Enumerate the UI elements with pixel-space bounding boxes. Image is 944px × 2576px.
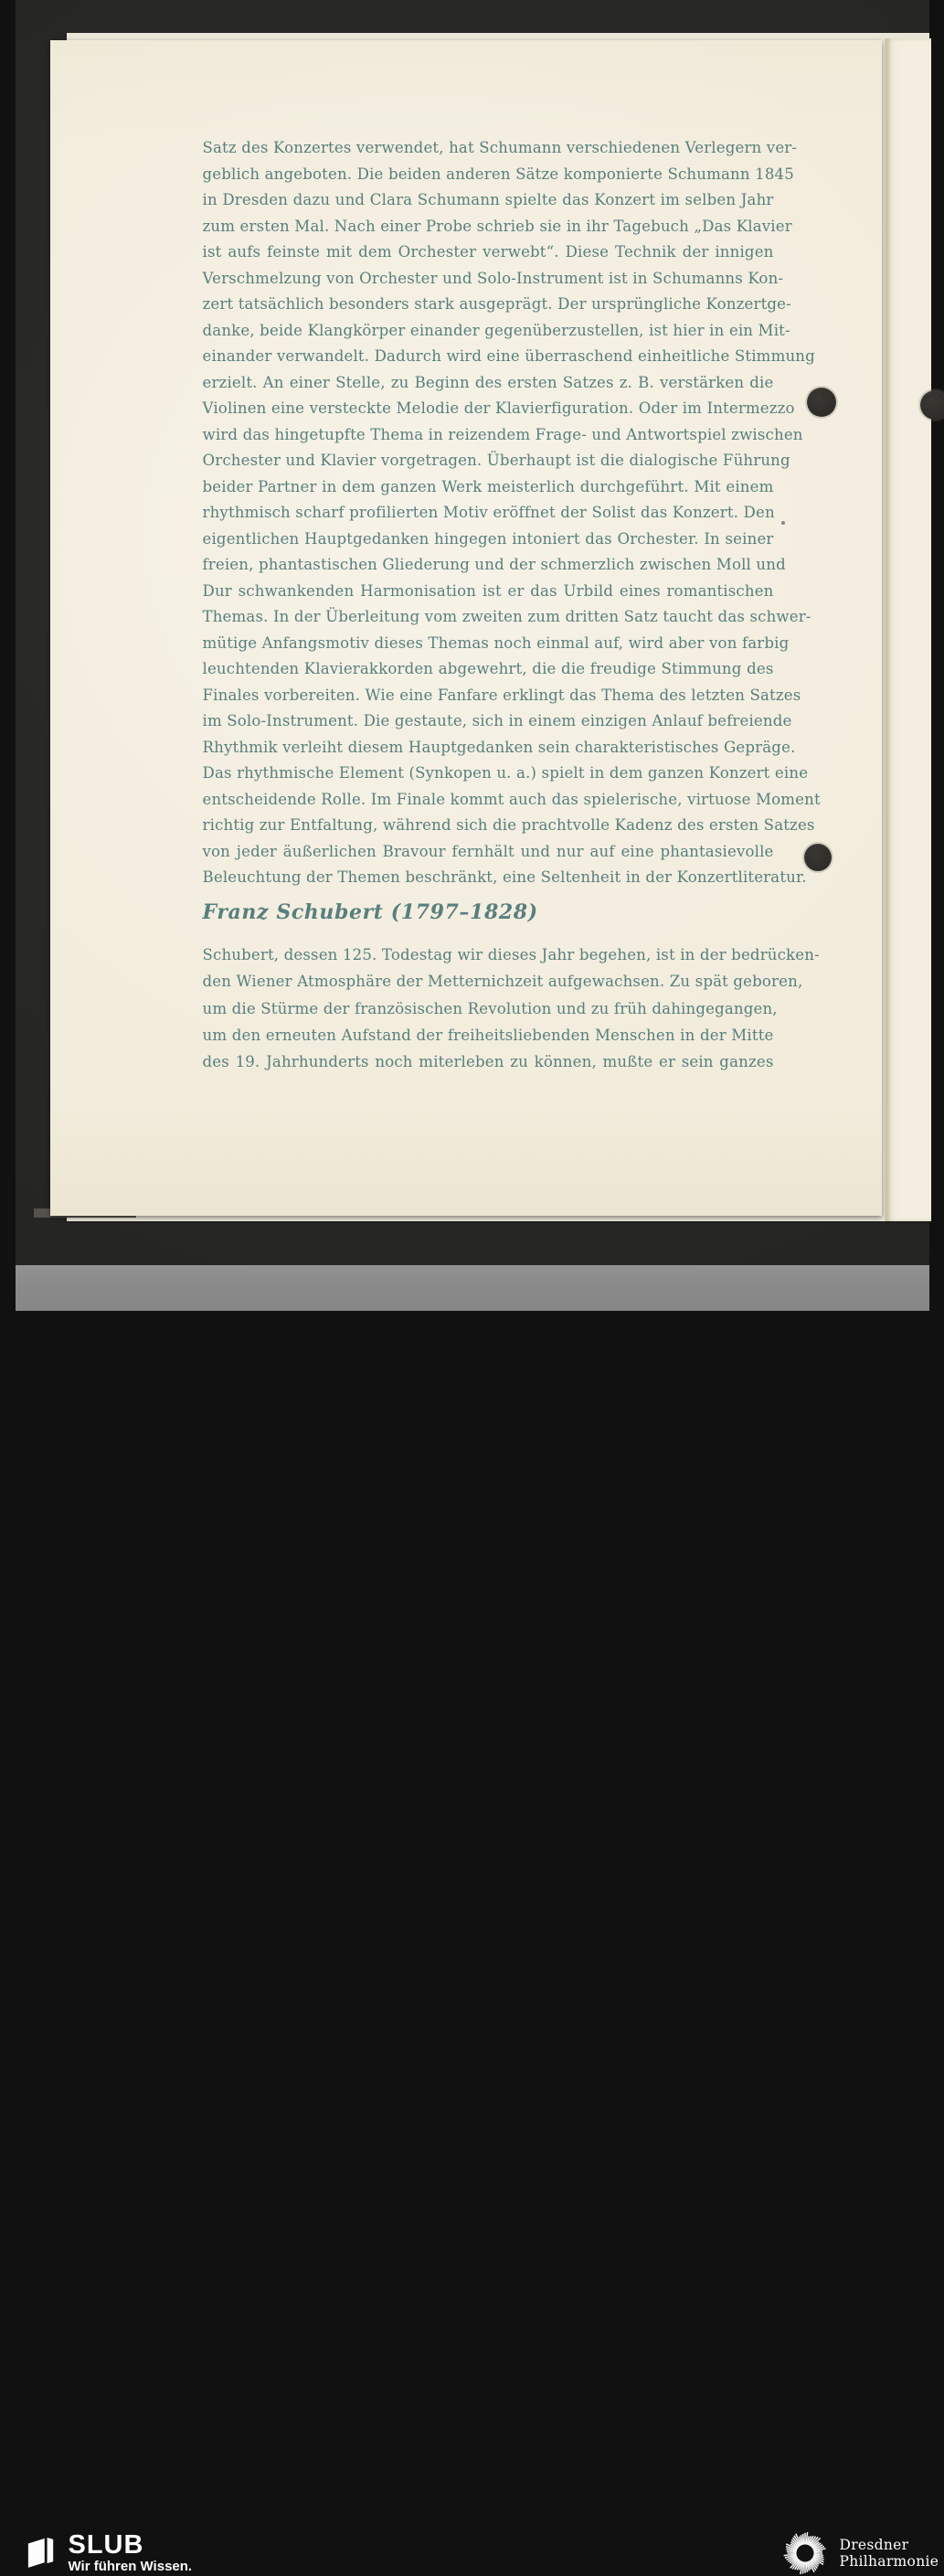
text-line: Beleuchtung der Themen beschränkt, eine Seltenheit in der Konzertliteratur. [203,865,774,891]
text-line: Orchester und Klavier vorgetragen. Überhaupt ist die dialogische Führung [203,448,774,474]
text-line: geblich angeboten. Die beiden anderen Sätze komponierte Schumann 1845 [203,162,774,188]
text-line: rhythmisch scharf profilierten Motiv eröffnet der Solist das Konzert. Den [203,500,774,527]
sunburst-icon [781,2530,829,2576]
text-line: von jeder äußerlichen Bravour fernhält und nur auf eine phantasievolle [203,839,774,866]
philharmonie-name [840,2537,939,2570]
text-line: einander verwandelt. Dadurch wird eine überraschend einheitliche Stimmung [203,344,774,370]
paragraph-schubert [203,942,774,1075]
text-line: in Dresden dazu und Clara Schumann spielte das Konzert im selben Jahr [203,187,774,214]
text-line: Violinen eine versteckte Melodie der Klavierfiguration. Oder im Intermezzo [203,396,774,422]
text-line: um den erneuten Aufstand der freiheitsliebenden Menschen in der Mitte [203,1022,774,1048]
text-line: Rhythmik verleiht diesem Hauptgedanken sein charakteristisches Gepräge. [203,735,774,761]
philharmonie-name-line2: Philharmonie [840,2553,939,2570]
text-line: Das rhythmische Element (Synkopen u. a.) spielt in dem ganzen Konzert eine [203,761,774,787]
paragraph-schumann [203,135,774,891]
text-line: zert tatsächlich besonders stark ausgeprägt. Der ursprüngliche Konzertge- [203,292,774,318]
text-line: leuchtenden Klavierakkorden abgewehrt, die die freudige Stimmung des [203,656,774,683]
hole-punch-top [807,388,836,417]
paper-speck [781,521,785,525]
text-line: entscheidende Rolle. Im Finale kommt auch das spielerische, virtuose Moment [203,787,774,814]
text-line: Satz des Konzertes verwendet, hat Schumann verschiedenen Verlegern ver- [203,135,774,162]
text-line: eigentlichen Hauptgedanken hingegen intoniert das Orchester. In seiner [203,527,774,553]
slub-logo[interactable] [27,2533,193,2574]
text-line: freien, phantastischen Gliederung und der schmerzlich zwischen Moll und [203,552,774,579]
slub-text [69,2533,193,2574]
text-line: Dur schwankenden Harmonisation ist er das Urbild eines romantischen [203,579,774,605]
scanned-page [50,40,882,1216]
open-book-icon [27,2535,56,2568]
text-line: richtig zur Entfaltung, während sich die prachtvolle Kadenz des ersten Satzes [203,813,774,839]
text-line: Finales vorbereiten. Wie eine Fanfare erklingt das Thema des letzten Satzes [203,683,774,709]
section-heading-schubert: Franz Schubert (1797–1828) [203,900,538,924]
text-line: beider Partner in dem ganzen Werk meisterlich durchgeführt. Mit einem [203,474,774,501]
text-line: Schubert, dessen 125. Todestag wir dieses Jahr begehen, ist in der bedrücken- [203,942,774,968]
text-line: des 19. Jahrhunderts noch miterleben zu können, mußte er sein ganzes [203,1048,774,1075]
viewer-footer-bar [16,1265,929,1311]
text-line: um die Stürme der französischen Revolution und zu früh dahingegangen, [203,995,774,1022]
text-line: mütige Anfangsmotiv dieses Themas noch einmal auf, wird aber von farbig [203,631,774,657]
text-line: Themas. In der Überleitung vom zweiten zum dritten Satz taucht das schwer- [203,604,774,631]
philharmonie-logo[interactable] [781,2530,939,2576]
text-line: wird das hingetupfte Thema in reizendem Frage- und Antwortspiel zwischen [203,422,774,449]
scan-viewer-stage [16,0,929,1311]
text-line: Verschmelzung von Orchester und Solo-Instrument ist in Schumanns Kon- [203,266,774,293]
text-line: zum ersten Mal. Nach einer Probe schrieb sie in ihr Tagebuch „Das Klavier [203,214,774,240]
next-page-edge [885,38,931,1221]
text-line: ist aufs feinste mit dem Orchester verwebt“. Diese Technik der innigen [203,240,774,266]
text-line: erzielt. An einer Stelle, zu Beginn des ersten Satzes z. B. verstärken die [203,370,774,397]
slub-tagline: Wir führen Wissen. [69,2559,193,2574]
hole-punch-bottom [804,844,832,871]
text-line: den Wiener Atmosphäre der Metternichzeit aufgewachsen. Zu spät geboren, [203,968,774,995]
text-line: danke, beide Klangkörper einander gegenüberzustellen, ist hier in ein Mit- [203,318,774,345]
text-line: im Solo-Instrument. Die gestaute, sich in einem einzigen Anlauf befreiende [203,708,774,735]
slub-wordmark: SLUB [69,2533,193,2558]
philharmonie-name-line1: Dresdner [840,2537,939,2553]
